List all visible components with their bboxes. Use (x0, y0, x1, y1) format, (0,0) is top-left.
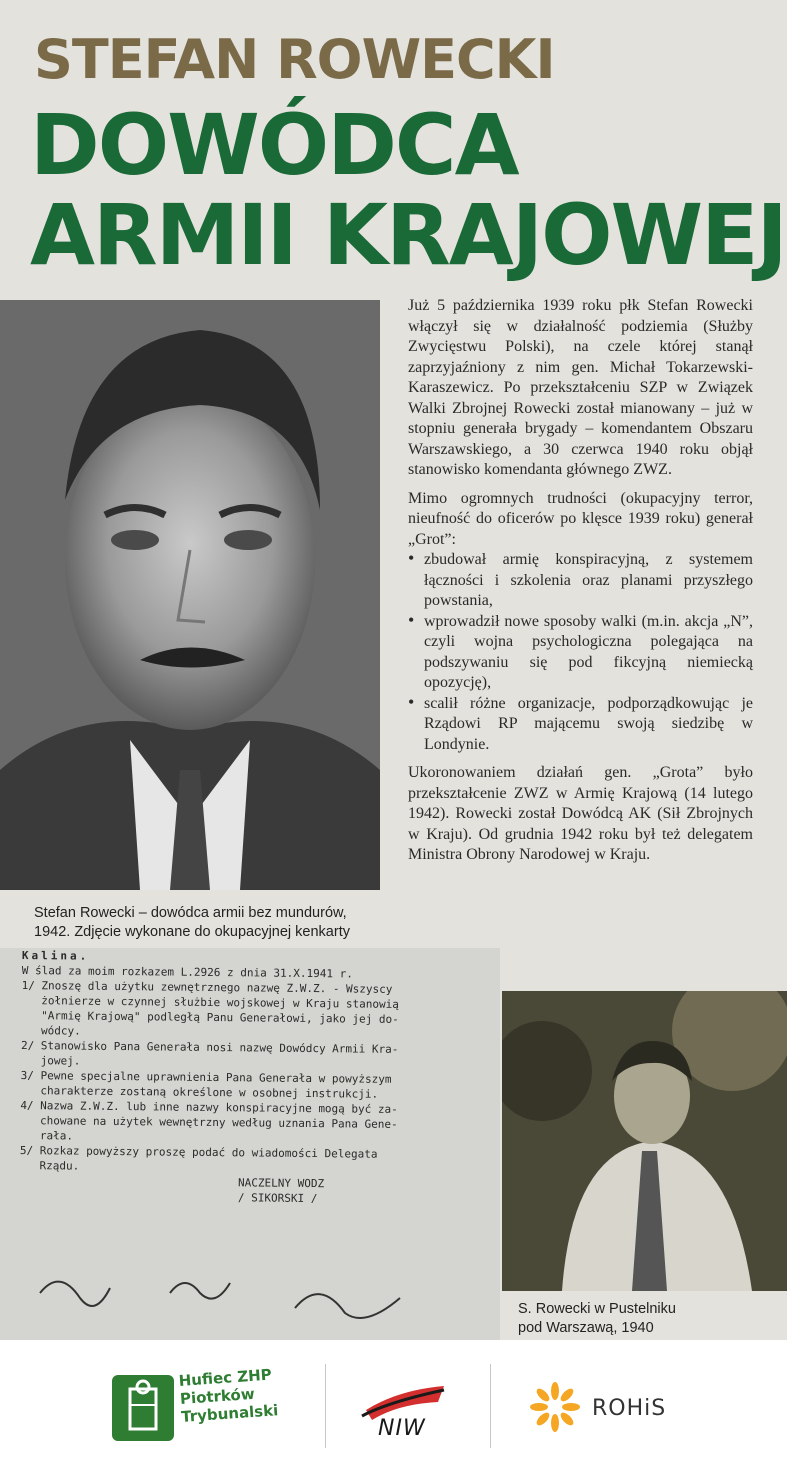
portrait-photo (0, 300, 380, 890)
article-paragraph-3: Ukoronowaniem działań gen. „Grota” było przekształcenie ZWZ w Armię Krajową (14 lutego 1942). Rowecki został Dowódcą AK (Sił Zbrojnych w Kraju). Od grudnia 1942 roku był też delegatem Ministra Obrony Narodowej w Kraju. (408, 764, 753, 863)
article-body (408, 296, 753, 874)
list-item: • scalił różne organizacje, podporządkowując je Rządowi RP mającemu swoją siedzibę w Londynie. (408, 694, 753, 756)
typewritten-document (0, 948, 500, 1340)
article-paragraph-1: Już 5 października 1939 roku płk Stefan Rowecki włączył się w działalność podziemia (Służby Zwycięstwu Polski), na czele której stanął zaprzyjaźniony z nim gen. Michał Tokarzewski-Karaszewicz. Po przekształceniu SZP w Związek Walki Zbrojnej Rowecki został mianowany – już w stopniu generała brygady – komendantem Obszaru Warszawskiego, a 30 czerwca 1940 roku objął stanowisko komendanta głównego ZWZ. (408, 297, 753, 478)
document-line: / SIKORSKI / (19, 1188, 318, 1206)
document-line: chowane na użytek wewnętrzny według uznania Pana Gene- (20, 1113, 398, 1131)
achievements-list (408, 550, 753, 755)
document-line: W ślad za moim rozkazem L.2926 z dnia 31.X.1941 r. (21, 963, 353, 981)
document-line: wódcy. (21, 1023, 81, 1038)
outdoor-photo-caption (518, 1300, 758, 1338)
outdoor-caption-line-2: pod Warszawą, 1940 (518, 1320, 654, 1336)
title-line-2: ARMII KRAJOWEJ (30, 186, 786, 284)
sponsor-footer (0, 1340, 787, 1477)
footer-divider (325, 1364, 326, 1448)
document-line: 5/ Rozkaz powyższy proszę podać do wiadomości Delegata (19, 1143, 378, 1161)
document-line: Rządu. (19, 1158, 80, 1173)
name-heading: STEFAN ROWECKI (34, 28, 555, 91)
zhp-logo-icon (112, 1375, 174, 1441)
article-paragraph-2: Mimo ogromnych trudności (okupacyjny terror, nieufność do oficerów po klęsce 1939 roku) generał „Grot”: (408, 489, 753, 548)
portrait-caption-line-1: Stefan Rowecki – dowódca armii bez mundurów, (34, 905, 347, 921)
outdoor-photo (502, 991, 787, 1291)
title-heading (30, 96, 786, 284)
portrait-illustration (0, 300, 380, 890)
niw-logo-text: NIW (378, 1416, 426, 1441)
document-line: jowej. (20, 1053, 81, 1068)
list-item: • wprowadził nowe sposoby walki (m.in. akcja „N”, czyli wojna psychologiczna polegająca na podszywaniu się pod fikcyjną niemiecką opozycję), (408, 612, 753, 694)
zhp-line-1: Hufiec ZHP (178, 1365, 273, 1391)
title-line-1: DOWÓDCA (30, 96, 518, 194)
document-line: 4/ Nazwa Z.W.Z. lub inne nazwy konspiracyjne mogą być za- (20, 1098, 398, 1116)
rohis-logo-text: ROHiS (592, 1396, 667, 1421)
rohis-star-icon (530, 1382, 580, 1432)
zhp-logo-text (178, 1364, 301, 1426)
document-line: charakterze zostaną określone w osobnej instrukcji. (20, 1083, 379, 1101)
outdoor-illustration (502, 991, 787, 1291)
zhp-line-2: Piotrków (179, 1384, 256, 1408)
document-line: NACZELNY WODZ (19, 1173, 325, 1191)
document-line: Kalina. (21, 948, 90, 963)
document-line: 3/ Pewne specjalne uprawnienia Pana Generała w powyższym (20, 1068, 392, 1086)
document-line: "Armię Krajową" podległą Panu Generałowi, jako jej do- (21, 1008, 399, 1026)
portrait-caption-line-2: 1942. Zdjęcie wykonane do okupacyjnej kenkarty (34, 924, 350, 940)
portrait-caption (34, 904, 394, 942)
list-item: • zbudował armię konspiracyjną, z systemem łączności i szkolenia oraz planami przyszłego powstania, (408, 550, 753, 612)
handwritten-signatures (0, 948, 500, 1340)
zhp-line-3: Trybunalski (180, 1401, 279, 1426)
document-line: 1/ Znoszę dla użytku zewnętrznego nazwę Z.W.Z. - Wszyscy (21, 978, 393, 996)
document-line: rała. (19, 1128, 74, 1143)
outdoor-caption-line-1: S. Rowecki w Pustelniku (518, 1301, 676, 1317)
footer-divider (490, 1364, 491, 1448)
document-line: żołnierze w czynnej służbie wojskowej w Kraju stanowią (21, 993, 399, 1011)
document-line: 2/ Stanowisko Pana Generała nosi nazwę Dowódcy Armii Kra- (20, 1038, 399, 1056)
